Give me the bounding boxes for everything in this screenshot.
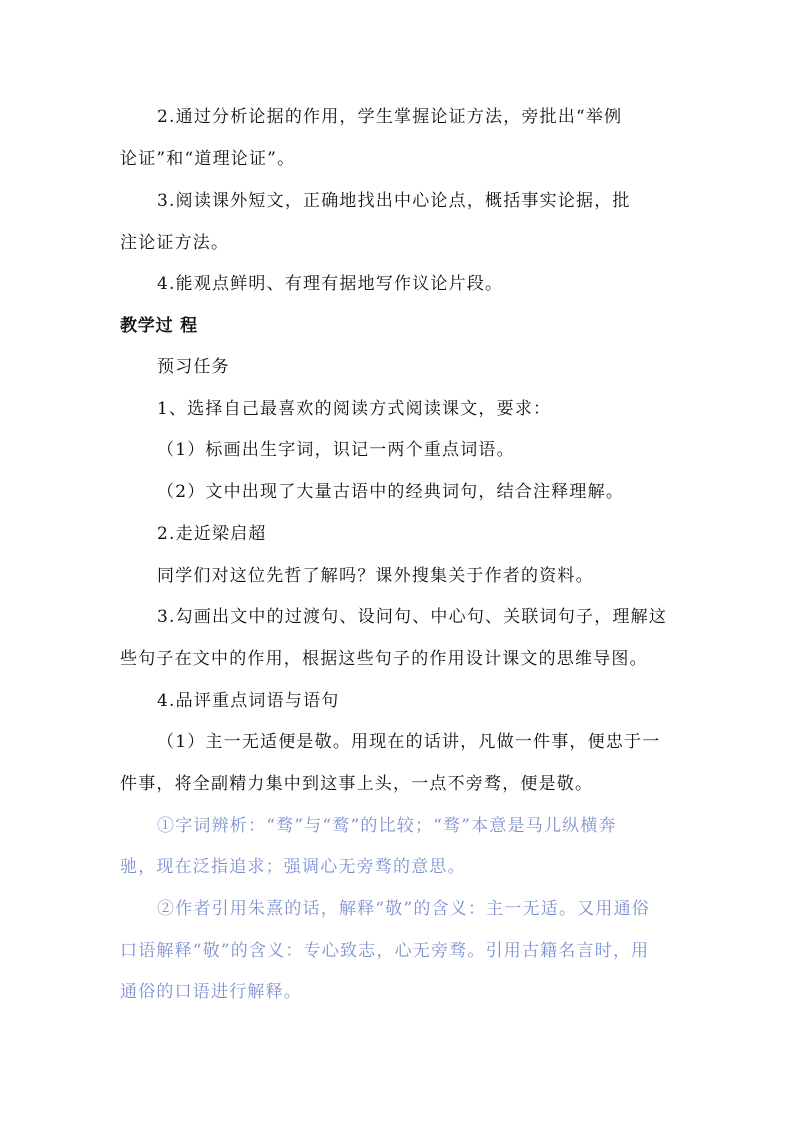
- objective-3-line-2: 注论证方法。: [120, 233, 230, 253]
- annotation-1-line-1: ①字词辨析：“骛”与“鹜”的比较；“骛”本意是马儿纵横奔: [157, 816, 617, 836]
- objective-2-line-1: 2.通过分析论据的作用，学生掌握论证方法，旁批出“举例: [157, 107, 623, 127]
- task-3-line-2: 些句子在文中的作用，根据这些句子的作用设计课文的思维导图。: [120, 649, 648, 669]
- task-1: 1、选择自己最喜欢的阅读方式阅读课文，要求：: [157, 399, 552, 419]
- section-heading: 教学过 程: [120, 316, 198, 336]
- task-1-item-1: （1）标画出生字词，识记一两个重点词语。: [157, 440, 515, 460]
- annotation-2-line-2: 口语解释“敬”的含义：专心致志，心无旁骛。引用古籍名言时，用: [120, 941, 650, 961]
- quote-analysis-line-2: 件事，将全副精力集中到这事上头，一点不旁骛，便是敬。: [120, 774, 594, 794]
- quote-analysis-line-1: （1）主一无适便是敬。用现在的话讲，凡做一件事，便忠于一: [157, 732, 661, 752]
- task-3-line-1: 3.勾画出文中的过渡句、设问句、中心句、关联词句子，理解这: [157, 607, 668, 627]
- annotation-2-line-1: ②作者引用朱熹的话，解释“敬”的含义：主一无适。又用通俗: [157, 899, 650, 919]
- task-2-heading: 2.走近梁启超: [157, 524, 267, 544]
- annotation-2-line-3: 通俗的口语进行解释。: [120, 982, 302, 1002]
- task-4-heading: 4.品评重点词语与语句: [157, 691, 340, 711]
- task-1-item-2: （2）文中出现了大量古语中的经典词句，结合注释理解。: [157, 482, 625, 502]
- objective-4: 4.能观点鲜明、有理有据地写作议论片段。: [157, 274, 504, 294]
- objective-3-line-1: 3.阅读课外短文，正确地找出中心论点，概括事实论据，批: [157, 191, 631, 211]
- preview-task-heading: 预习任务: [157, 357, 230, 377]
- task-2-text: 同学们对这位先哲了解吗？课外搜集关于作者的资料。: [157, 566, 594, 586]
- objective-2-line-2: 论证”和“道理论证”。: [120, 149, 296, 169]
- annotation-1-line-2: 驰，现在泛指追求；强调心无旁骛的意思。: [120, 857, 466, 877]
